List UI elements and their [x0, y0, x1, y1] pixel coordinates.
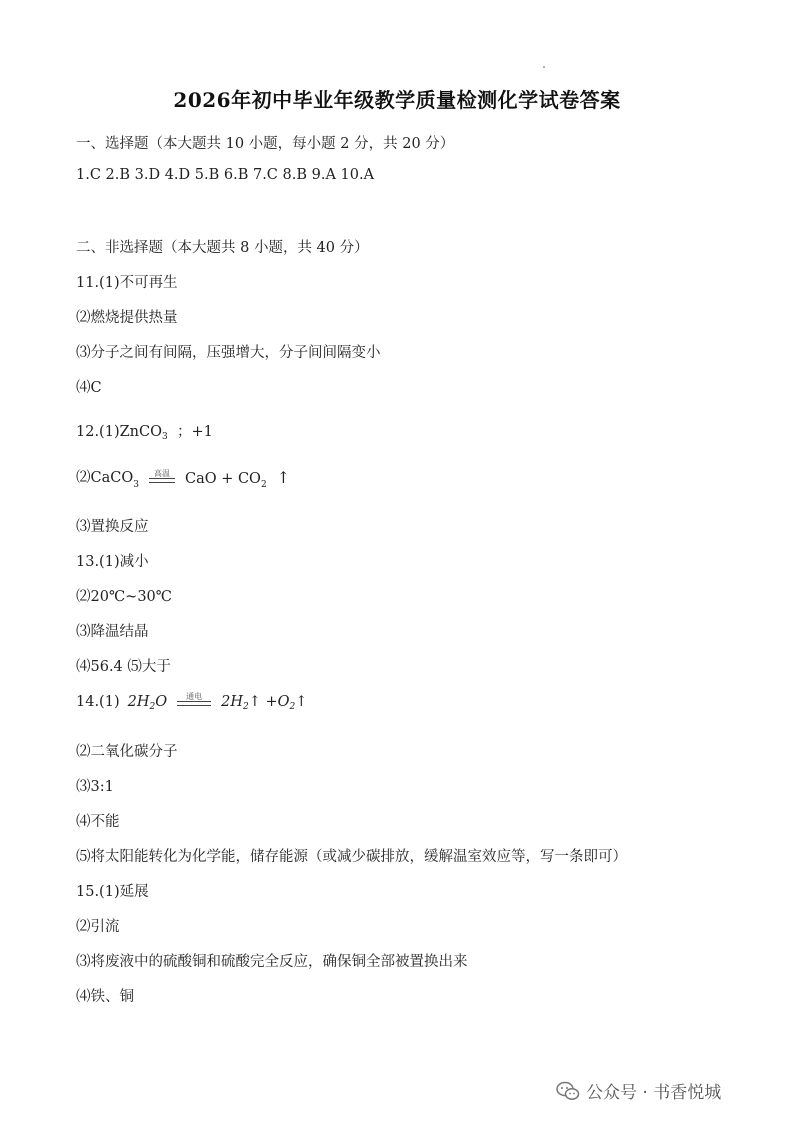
q14-part1-prefix: 14.(1) — [76, 694, 120, 710]
q14-lhs — [128, 694, 168, 710]
q14-part3: ⑶3:1 — [76, 779, 114, 795]
condition-label: 高温 — [153, 469, 170, 478]
q14-lhs-end: O — [155, 694, 168, 710]
q14-lhs-subscript: 2 — [149, 702, 156, 712]
section1-header: 一、选择题（本大题共 10 小题，每小题 2 分，共 20 分） — [76, 136, 455, 152]
q12-part1-prefix: 12.(1)ZnCO — [76, 424, 162, 440]
q15-part1: 15.(1)延展 — [76, 884, 149, 900]
q14-rhs-subscript: 2 — [242, 702, 249, 712]
q14-part5: ⑸将太阳能转化为化学能，储存能源（或减少碳排放，缓解温室效应等，写一条即可） — [76, 849, 627, 865]
q14-part4: ⑷不能 — [76, 814, 120, 830]
q14-lhs-main: 2H — [127, 694, 150, 710]
gas-arrow: ↑ — [276, 468, 291, 487]
q14-rhs — [221, 694, 307, 710]
q11-part3: ⑶分子之间有间隔，压强增大，分子间间隔变小 — [76, 345, 381, 361]
q13-part2: ⑵20℃~30℃ — [76, 589, 172, 605]
q14-rhs-end: ↑ — [295, 694, 308, 710]
q13-part3: ⑶降温结晶 — [76, 624, 149, 640]
q14-part1-equation — [76, 694, 307, 710]
q14-rhs-main: 2H — [221, 694, 243, 710]
q11-part1: 11.(1)不可再生 — [76, 275, 178, 291]
q14-part2: ⑵二氧化碳分子 — [76, 744, 178, 760]
q12-part3: ⑶置换反应 — [76, 519, 149, 535]
watermark-text: 公众号 · 书香悦城 — [586, 1083, 722, 1103]
equals-sign — [177, 701, 211, 706]
reaction-condition-electricity — [177, 692, 211, 706]
q11-part2: ⑵燃烧提供热量 — [76, 310, 178, 326]
q12-part2-subscript2: 2 — [260, 480, 267, 490]
q15-part2: ⑵引流 — [76, 919, 120, 935]
q12-part1 — [76, 420, 213, 441]
q12-part2-equation — [76, 466, 291, 490]
q14-rhs-subscript2: 2 — [289, 702, 296, 712]
wechat-icon — [556, 1080, 580, 1102]
section2-header: 二、非选择题（本大题共 8 小题，共 40 分） — [76, 240, 369, 256]
q11-part4: ⑷C — [76, 380, 102, 396]
q12-part1-suffix: ；+1 — [176, 424, 213, 440]
watermark — [556, 1078, 721, 1103]
condition-label: 通电 — [186, 692, 203, 701]
q14-rhs-mid: ↑ +O — [248, 694, 290, 710]
equals-sign — [149, 478, 175, 483]
page-title: 2026年初中毕业年级教学质量检测化学试卷答案 — [173, 88, 621, 112]
q12-part2-product: CaO + CO — [184, 471, 261, 487]
q12-part2-prefix: ⑵CaCO — [76, 470, 134, 486]
q13-part1: 13.(1)减小 — [76, 554, 149, 570]
scan-speck — [543, 66, 545, 68]
section1-answers: 1.C 2.B 3.D 4.D 5.B 6.B 7.C 8.B 9.A 10.A — [76, 167, 375, 183]
reaction-condition-high-temp — [149, 469, 175, 483]
q15-part3: ⑶将废液中的硫酸铜和硫酸完全反应，确保铜全部被置换出来 — [76, 954, 468, 970]
q12-part2-subscript: 3 — [133, 480, 139, 490]
q13-part4: ⑷56.4 ⑸大于 — [76, 659, 171, 675]
q15-part4: ⑷铁、铜 — [76, 989, 134, 1005]
q12-part1-subscript: 3 — [162, 432, 168, 442]
